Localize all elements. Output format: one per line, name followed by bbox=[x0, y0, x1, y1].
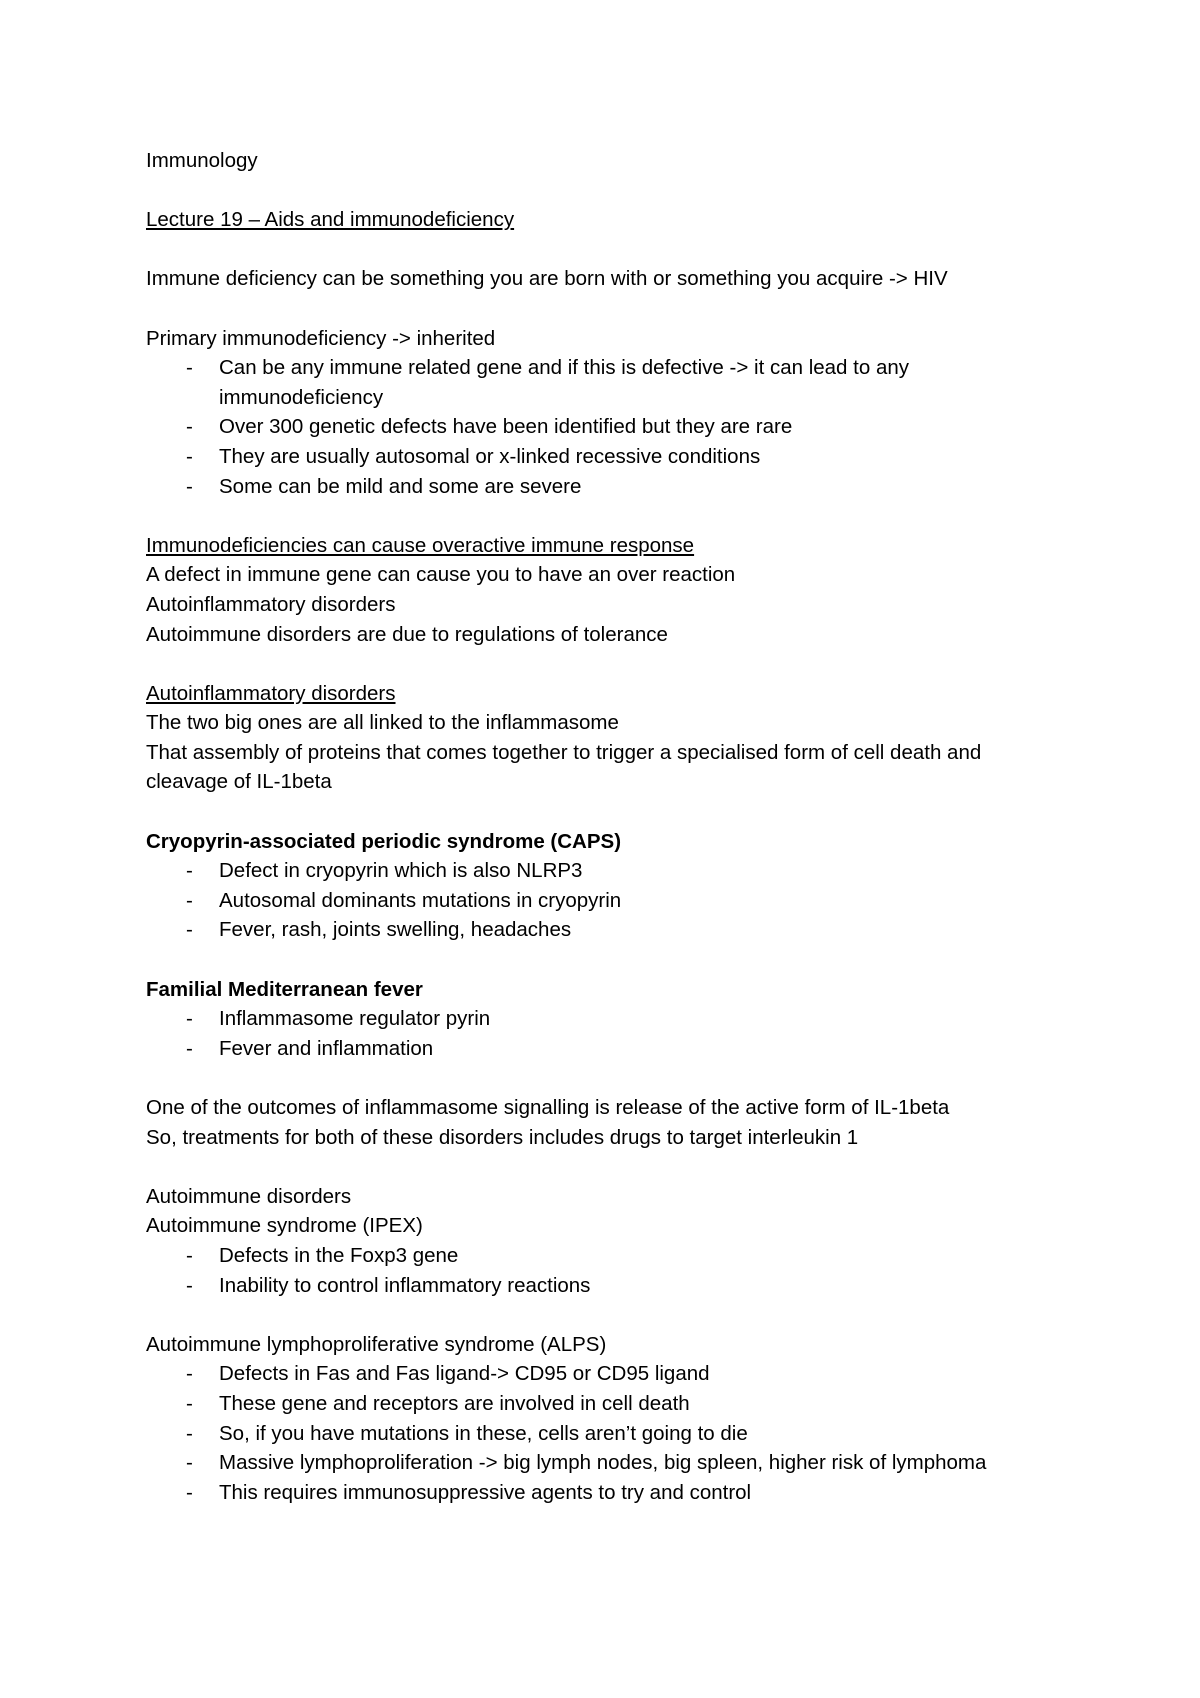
list-item-text-continuation: immunodeficiency bbox=[219, 385, 384, 409]
document-page bbox=[146, 146, 1086, 1507]
autoinflammatory-heading: Autoinflammatory disorders bbox=[146, 681, 396, 705]
fmf-heading: Familial Mediterranean fever bbox=[146, 977, 423, 1001]
caps-heading: Cryopyrin-associated periodic syndrome (CAPS) bbox=[146, 829, 622, 853]
overactive-line: Autoimmune disorders are due to regulations of tolerance bbox=[146, 622, 668, 646]
list-item bbox=[146, 915, 1086, 945]
overactive-heading: Immunodeficiencies can cause overactive immune response bbox=[146, 533, 695, 557]
overactive-line: Autoinflammatory disorders bbox=[146, 592, 396, 616]
ipex-heading: Autoimmune syndrome (IPEX) bbox=[146, 1214, 423, 1238]
list-item bbox=[146, 472, 1086, 502]
spacer bbox=[146, 176, 1086, 206]
bullet-dash: - bbox=[186, 859, 193, 883]
bullet-dash: - bbox=[186, 1273, 193, 1297]
ipex-bullet-list bbox=[146, 1241, 1086, 1300]
bullet-dash: - bbox=[186, 1451, 193, 1475]
list-item-text: Inability to control inflammatory reactions bbox=[219, 1273, 591, 1297]
spacer bbox=[146, 945, 1086, 975]
bullet-dash: - bbox=[186, 1391, 193, 1415]
list-item-text: Massive lymphoproliferation -> big lymph nodes, big spleen, higher risk of lymphoma bbox=[219, 1451, 987, 1475]
list-item-text: Fever, rash, joints swelling, headaches bbox=[219, 918, 572, 942]
list-item bbox=[146, 412, 1086, 442]
autoimmune-heading: Autoimmune disorders bbox=[146, 1184, 352, 1208]
bullet-dash: - bbox=[186, 1480, 193, 1504]
list-item-text: Autosomal dominants mutations in cryopyrin bbox=[219, 888, 622, 912]
list-item-text: Inflammasome regulator pyrin bbox=[219, 1007, 491, 1031]
bullet-dash: - bbox=[186, 444, 193, 468]
list-item-text: Defect in cryopyrin which is also NLRP3 bbox=[219, 859, 583, 883]
primary-heading: Primary immunodeficiency -> inherited bbox=[146, 326, 496, 350]
list-item-text: Defects in Fas and Fas ligand-> CD95 or CD95 ligand bbox=[219, 1362, 710, 1386]
spacer bbox=[146, 501, 1086, 531]
list-item bbox=[146, 1478, 1086, 1508]
list-item bbox=[146, 442, 1086, 472]
autoinflammatory-line: cleavage of IL-1beta bbox=[146, 770, 332, 794]
fmf-bullet-list bbox=[146, 1004, 1086, 1063]
il1-line: One of the outcomes of inflammasome signalling is release of the active form of IL-1beta bbox=[146, 1096, 950, 1119]
lecture-title: Lecture 19 – Aids and immunodeficiency bbox=[146, 208, 515, 232]
bullet-dash: - bbox=[186, 1243, 193, 1267]
list-item-text: Can be any immune related gene and if this is defective -> it can lead to any bbox=[219, 356, 910, 380]
subject-title: Immunology bbox=[146, 149, 258, 172]
list-item-text: Some can be mild and some are severe bbox=[219, 474, 582, 498]
bullet-dash: - bbox=[186, 888, 193, 912]
bullet-dash: - bbox=[186, 1007, 193, 1031]
bullet-dash: - bbox=[186, 1036, 193, 1060]
list-item bbox=[146, 1389, 1086, 1419]
list-item-text: This requires immunosuppressive agents to try and control bbox=[219, 1480, 752, 1504]
list-item-text: Fever and inflammation bbox=[219, 1036, 434, 1060]
autoinflammatory-line: That assembly of proteins that comes together to trigger a specialised form of cell death and bbox=[146, 740, 982, 764]
list-item bbox=[146, 1359, 1086, 1389]
list-item bbox=[146, 1241, 1086, 1271]
alps-bullet-list bbox=[146, 1359, 1086, 1507]
list-item-text: So, if you have mutations in these, cells aren’t going to die bbox=[219, 1421, 748, 1445]
spacer bbox=[146, 649, 1086, 679]
list-item bbox=[146, 1034, 1086, 1064]
primary-bullet-list bbox=[146, 353, 1086, 501]
list-item-text: These gene and receptors are involved in cell death bbox=[219, 1391, 690, 1415]
bullet-dash: - bbox=[186, 415, 193, 439]
spacer bbox=[146, 1152, 1086, 1182]
list-item bbox=[146, 1448, 1086, 1478]
bullet-dash: - bbox=[186, 1421, 193, 1445]
list-item-text: Defects in the Foxp3 gene bbox=[219, 1243, 459, 1267]
bullet-dash: - bbox=[186, 474, 193, 498]
alps-heading: Autoimmune lymphoproliferative syndrome (ALPS) bbox=[146, 1332, 607, 1356]
list-item bbox=[146, 886, 1086, 916]
bullet-dash: - bbox=[186, 1362, 193, 1386]
list-item-text: They are usually autosomal or x-linked recessive conditions bbox=[219, 444, 761, 468]
spacer bbox=[146, 1300, 1086, 1330]
list-item bbox=[146, 1271, 1086, 1301]
autoinflammatory-line: The two big ones are all linked to the inflammasome bbox=[146, 711, 619, 735]
spacer bbox=[146, 294, 1086, 324]
list-item bbox=[146, 1419, 1086, 1449]
spacer bbox=[146, 1063, 1086, 1093]
spacer bbox=[146, 235, 1086, 265]
list-item bbox=[146, 856, 1086, 886]
overactive-line: A defect in immune gene can cause you to have an over reaction bbox=[146, 563, 736, 587]
caps-bullet-list bbox=[146, 856, 1086, 945]
list-item-text: Over 300 genetic defects have been identified but they are rare bbox=[219, 415, 793, 439]
bullet-dash: - bbox=[186, 356, 193, 380]
spacer bbox=[146, 797, 1086, 827]
intro-paragraph: Immune deficiency can be something you are born with or something you acquire -> HIV bbox=[146, 267, 948, 291]
il1-line: So, treatments for both of these disorders includes drugs to target interleukin 1 bbox=[146, 1125, 859, 1149]
list-item bbox=[146, 353, 1086, 412]
bullet-dash: - bbox=[186, 918, 193, 942]
list-item bbox=[146, 1004, 1086, 1034]
